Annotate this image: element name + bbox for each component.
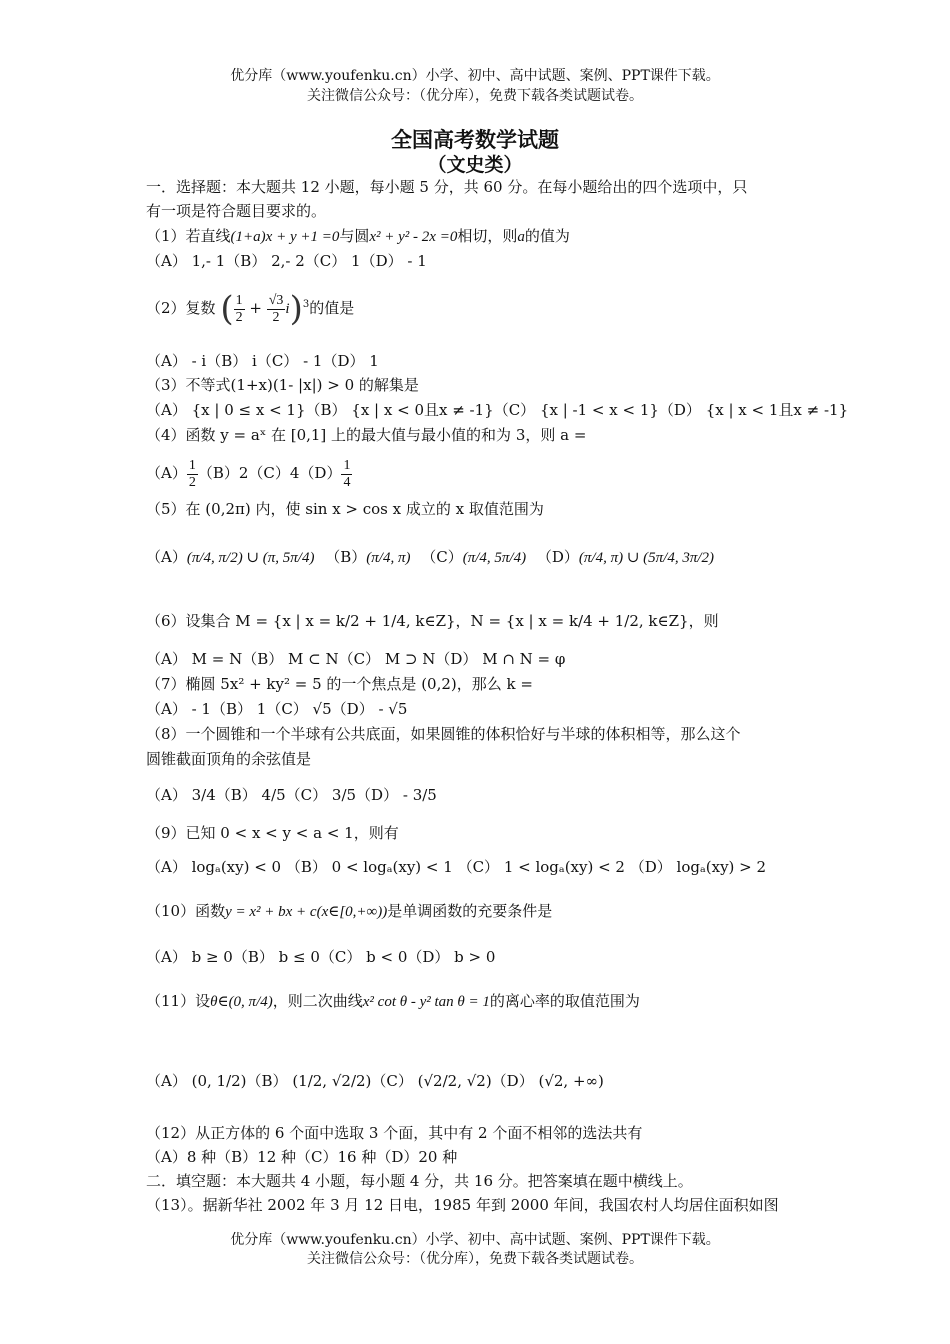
question-10-stem <box>146 900 552 923</box>
q11-mid: ，则二次曲线 <box>272 992 363 1010</box>
footer-line-2: 关注微信公众号：（优分库），免费下载各类试题试卷。 <box>307 1251 643 1267</box>
q2-stem: （2）复数 <box>146 299 216 317</box>
q11-tail: 的离心率的取值范围为 <box>489 992 640 1010</box>
q10-tail: 是单调函数的充要条件是 <box>387 902 553 920</box>
question-12-options: （A）8 种（B）12 种（C）16 种（D）20 种 <box>146 1148 458 1166</box>
q5-label-a: （A） <box>146 548 187 566</box>
q2-i: i <box>285 301 290 317</box>
q11-stem: （11）设 <box>146 992 211 1010</box>
q5-expr-c: (π/4, 5π/4) <box>462 550 527 566</box>
question-2-stem: （2）复数 ( $\frac{1}{2}$ + $\frac{√3}{2}$ i)$^3$的值是 <box>146 289 355 329</box>
page-title: 全国高考数学试题 <box>391 127 559 152</box>
question-1-options: （A） 1,- 1（B） 2,- 2（C） 1（D） - 1 <box>146 252 427 270</box>
question-10-options: （A） b ≥ 0（B） b ≤ 0（C） b < 0（D） b > 0 <box>146 948 496 966</box>
question-5-options <box>146 546 714 569</box>
footer-line-1: 优分库（www.youfenku.cn）小学、初中、高中试题、案例、PPT课件下载。 <box>230 1232 720 1248</box>
q2-paren-close: ) <box>289 289 303 329</box>
page-subtitle: （文史类） <box>427 154 523 176</box>
q5-expr-a: (π/4, π/2) ∪ (π, 5π/4) <box>186 550 315 566</box>
q4-frac-d: $\frac{1}{4}$ <box>343 457 351 490</box>
q1-var: a <box>517 229 525 245</box>
header-line-1: 优分库（www.youfenku.cn）小学、初中、高中试题、案例、PPT课件下载。 <box>230 68 720 84</box>
question-1-stem <box>146 225 570 248</box>
intro-line-1: 一．选择题：本大题共 12 小题，每小题 5 分，共 60 分。在每小题给出的四个选项中，只 <box>146 178 748 196</box>
q2-frac: $\frac{√3}{2}$ <box>268 292 284 325</box>
q5-expr-b: (π/4, π) <box>366 550 411 566</box>
q1-mid: 与圆 <box>339 227 370 245</box>
question-9-stem: （9）已知 0 < x < y < a < 1，则有 <box>146 824 399 842</box>
question-8-line-1: （8）一个圆锥和一个半球有公共底面，如果圆锥的体积恰好与半球的体积相等，那么这个 <box>146 725 741 743</box>
question-11-options: （A） (0, 1/2)（B） (1/2, √2/2)（C） (√2/2, √2)（D） (√2, +∞) <box>146 1072 604 1090</box>
q2-half: $\frac{1}{2}$ <box>235 292 243 325</box>
question-3-stem: （3）不等式(1+x)(1- |x|) > 0 的解集是 <box>146 376 419 394</box>
part-2-heading: 二．填空题：本大题共 4 小题，每小题 4 分，共 16 分。把答案填在题中横线上。 <box>146 1172 693 1190</box>
question-7-options: （A） - 1（B） 1（C） √5（D） - √5 <box>146 700 408 718</box>
question-6-stem: （6）设集合 M = {x | x = k/2 + 1/4, k∈Z}，N = {x | x = k/4 + 1/2, k∈Z}，则 <box>146 612 719 630</box>
q4-opt-a: （A） <box>146 464 187 482</box>
question-4-options <box>146 456 352 491</box>
question-9-options: （A） logₐ(xy) < 0 （B） 0 < logₐ(xy) < 1 （C） 1 < logₐ(xy) < 2 （D） logₐ(xy) > 2 <box>146 858 767 876</box>
question-6-options: （A） M = N（B） M ⊂ N（C） M ⊃ N（D） M ∩ N = φ <box>146 650 566 668</box>
header-line-2: 关注微信公众号：（优分库），免费下载各类试题试卷。 <box>307 88 643 104</box>
q1-stem-a: （1）若直线 <box>146 227 231 245</box>
q5-label-d: （D） <box>536 548 579 566</box>
q5-label-b: （B） <box>325 548 367 566</box>
q2-paren-open: ( <box>220 289 234 329</box>
q10-expr: y = x² + bx + c(x∈[0,+∞)) <box>225 904 388 920</box>
q1-eq1: (1+a)x + y +1 =0 <box>230 229 340 245</box>
q10-stem: （10）函数 <box>146 902 226 920</box>
question-8-options: （A） 3/4（B） 4/5（C） 3/5（D） - 3/5 <box>146 786 437 804</box>
q11-curve: x² cot θ - y² tan θ = 1 <box>362 994 490 1010</box>
question-4-stem: （4）函数 y = aˣ 在 [0,1] 上的最大值与最小值的和为 3，则 a = <box>146 426 587 444</box>
q2-tail: 的值是 <box>309 299 355 317</box>
q1-eq2: x² + y² - 2x =0 <box>369 229 458 245</box>
q4-opt-bcd: （B）2（C）4（D） <box>197 464 342 482</box>
q4-frac-a: $\frac{1}{2}$ <box>188 457 196 490</box>
question-3-options: （A） {x | 0 ≤ x < 1}（B） {x | x < 0且x ≠ -1}（C） {x | -1 < x < 1}（D） {x | x < 1且x ≠ -1} <box>146 401 849 419</box>
question-8-line-2: 圆锥截面顶角的余弦值是 <box>146 750 312 768</box>
question-7-stem: （7）椭圆 5x² + ky² = 5 的一个焦点是 (0,2)，那么 k = <box>146 675 533 693</box>
q1-end: 的值为 <box>524 227 570 245</box>
q1-tail: 相切，则 <box>457 227 518 245</box>
question-5-stem: （5）在 (0,2π) 内，使 sin x > cos x 成立的 x 取值范围为 <box>146 500 544 518</box>
question-12-stem: （12）从正方体的 6 个面中选取 3 个面，其中有 2 个面不相邻的选法共有 <box>146 1124 643 1142</box>
question-13-stem: （13）。据新华社 2002 年 3 月 12 日电，1985 年到 2000 年间，我国农村人均居住面积如图 <box>146 1196 779 1214</box>
question-2-options: （A） - i（B） i（C） - 1（D） 1 <box>146 352 379 370</box>
q5-label-c: （C） <box>421 548 463 566</box>
intro-line-2: 有一项是符合题目要求的。 <box>146 202 327 220</box>
q2-exp: 3 <box>302 299 310 310</box>
q5-expr-d: (π/4, π) ∪ (5π/4, 3π/2) <box>578 550 715 566</box>
q11-expr: θ∈(0, π/4) <box>210 994 273 1010</box>
question-11-stem <box>146 990 640 1013</box>
